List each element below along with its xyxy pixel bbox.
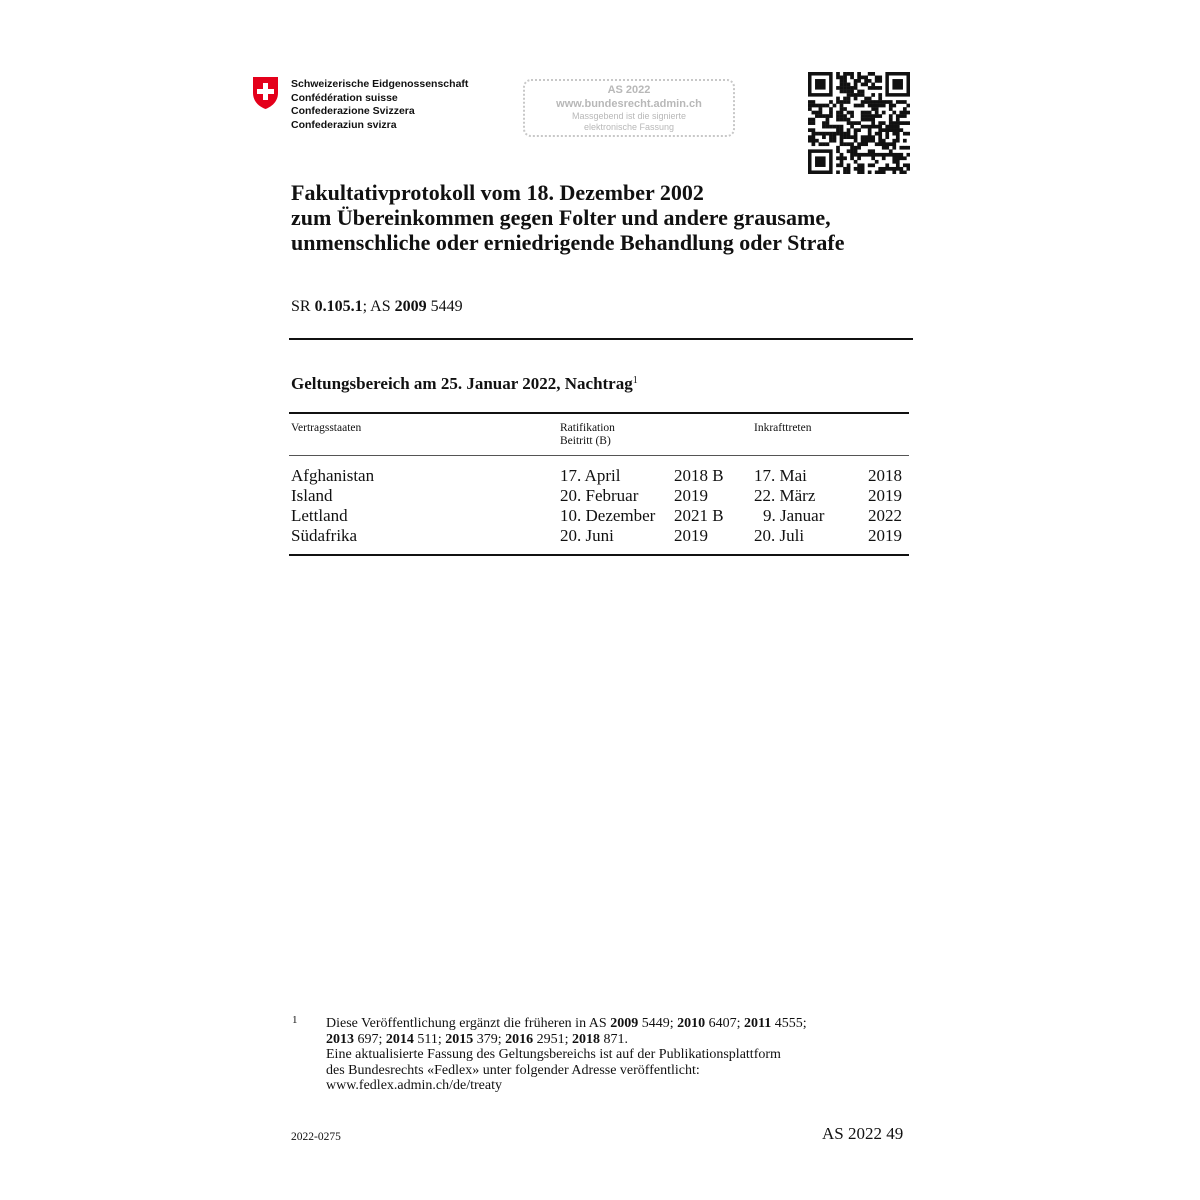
column-header-states: Vertragsstaaten <box>291 422 362 434</box>
table-cell-entry-date: 9. Januar <box>763 506 825 525</box>
confederation-name-rm: Confederaziun svizra <box>291 118 397 131</box>
footnote-ref-page: 5449 <box>641 1016 670 1031</box>
table-cell-entry-year: 2022 <box>868 506 902 525</box>
footnote-ref-year: 2010 <box>677 1016 706 1031</box>
footnote-ref-page: 6407 <box>708 1016 737 1031</box>
column-header-entry-into-force: Inkrafttreten <box>754 422 812 434</box>
table-cell-state: Südafrika <box>291 526 358 545</box>
document-id: 2022-0275 <box>291 1131 341 1143</box>
qr-code-icon <box>808 72 910 174</box>
footnote-intro: Diese Veröffentlichung ergänzt die früheren in AS <box>326 1016 607 1031</box>
page-title <box>291 180 931 255</box>
footnote-ref-year: 2016 <box>505 1031 534 1047</box>
footnote-line-3: Eine aktualisierte Fassung des Geltungsbereichs ist auf der Publikationsplattform <box>326 1047 781 1062</box>
title-line-3: unmenschliche oder erniedrigende Behandlung oder Strafe <box>291 230 845 255</box>
sr-number: 0.105.1 <box>314 298 363 315</box>
divider <box>289 338 913 340</box>
footnote-ref-year: 2011 <box>743 1016 772 1031</box>
table-cell-ratification-year: 2018 B <box>674 466 724 485</box>
sr-prefix: SR <box>291 298 311 315</box>
footnote-ref-page: 379 <box>476 1031 498 1047</box>
table-cell-entry-date: 17. Mai <box>754 466 807 485</box>
table-cell-state: Afghanistan <box>291 466 375 485</box>
table-cell-ratification-year: 2019 <box>674 526 708 545</box>
footnote-reference: 1 <box>632 375 638 386</box>
stamp-note-2: elektronische Fassung <box>583 122 675 132</box>
footnote-ref-year: 2015 <box>445 1031 474 1047</box>
table-cell-entry-date: 20. Juli <box>754 526 805 545</box>
confederation-name-it: Confederazione Svizzera <box>291 105 415 117</box>
footnote-ref-page: 871 <box>603 1031 625 1047</box>
footnote-ref-year: 2009 <box>610 1016 639 1031</box>
table-cell-entry-date: 22. März <box>754 486 816 505</box>
table-bottom-rule <box>289 554 909 556</box>
confederation-name-de: Schweizerische Eidgenossenschaft <box>291 78 469 90</box>
table-cell-entry-year: 2019 <box>868 486 902 505</box>
as-prefix: AS <box>370 298 391 315</box>
column-header-ratification: Ratifikation <box>560 422 615 434</box>
as-year: 2009 <box>394 298 427 315</box>
title-line-2: zum Übereinkommen gegen Folter und andere grausame, <box>291 205 831 230</box>
footnote-ref-year: 2013 <box>326 1031 354 1047</box>
stamp-url: www.bundesrecht.admin.ch <box>556 98 702 110</box>
footnote-ref-page: 4555 <box>774 1016 803 1031</box>
table-cell-ratification-date: 17. April <box>560 466 621 485</box>
footnote-ref-page: 511 <box>417 1031 438 1047</box>
table-top-rule <box>289 412 909 414</box>
table-cell-ratification-date: 10. Dezember <box>560 506 656 525</box>
footnote-ref-page: 697 <box>357 1031 379 1047</box>
sr-reference <box>291 298 463 316</box>
footnote-ref-year: 2014 <box>385 1031 414 1047</box>
section-heading <box>291 374 638 394</box>
table-cell-state: Lettland <box>291 506 348 525</box>
footnote-number: 1 <box>292 1014 298 1026</box>
table-cell-entry-year: 2019 <box>868 526 902 545</box>
footnote-line-2: 2013 697; 2014 511; 2015 379; 2016 2951; 2018 871. <box>326 1031 629 1047</box>
footnote-line-4: des Bundesrechts «Fedlex» unter folgender Adresse veröffentlicht: <box>326 1062 700 1078</box>
table-header-rule <box>289 455 909 456</box>
reference-separator: ; <box>362 298 368 315</box>
confederation-name-fr: Confédération suisse <box>291 91 398 104</box>
as-page: 5449 <box>430 298 463 315</box>
footnote-ref-page: 2951 <box>536 1031 565 1047</box>
table-cell-ratification-year: 2019 <box>674 486 708 505</box>
table-cell-entry-year: 2018 <box>868 466 902 485</box>
page-reference: AS 2022 49 <box>822 1124 904 1143</box>
footnote-ref-year: 2018 <box>572 1031 601 1047</box>
table-cell-ratification-year: 2021 B <box>674 506 724 525</box>
confederation-name-block <box>291 78 468 132</box>
column-header-accession: Beitritt (B) <box>560 435 611 447</box>
footnote-line-1: Diese Veröffentlichung ergänzt die früheren in AS 2009 5449; 2010 6407; 2011 4555; <box>326 1016 807 1031</box>
section-heading-text: Geltungsbereich am 25. Januar 2022, Nachtrag <box>291 374 633 393</box>
footnote-text <box>326 1016 926 1094</box>
table-cell-ratification-date: 20. Juni <box>560 526 614 545</box>
table-cell-state: Island <box>291 486 333 505</box>
publication-stamp <box>523 79 735 137</box>
swiss-coat-of-arms-icon <box>252 76 279 110</box>
footnote-url: www.fedlex.admin.ch/de/treaty <box>326 1078 502 1093</box>
table-cell-ratification-date: 20. Februar <box>560 486 639 505</box>
title-line-1: Fakultativprotokoll vom 18. Dezember 2002 <box>291 180 704 205</box>
stamp-collection: AS 2022 <box>607 84 651 96</box>
stamp-note-1: Massgebend ist die signierte <box>571 111 687 121</box>
